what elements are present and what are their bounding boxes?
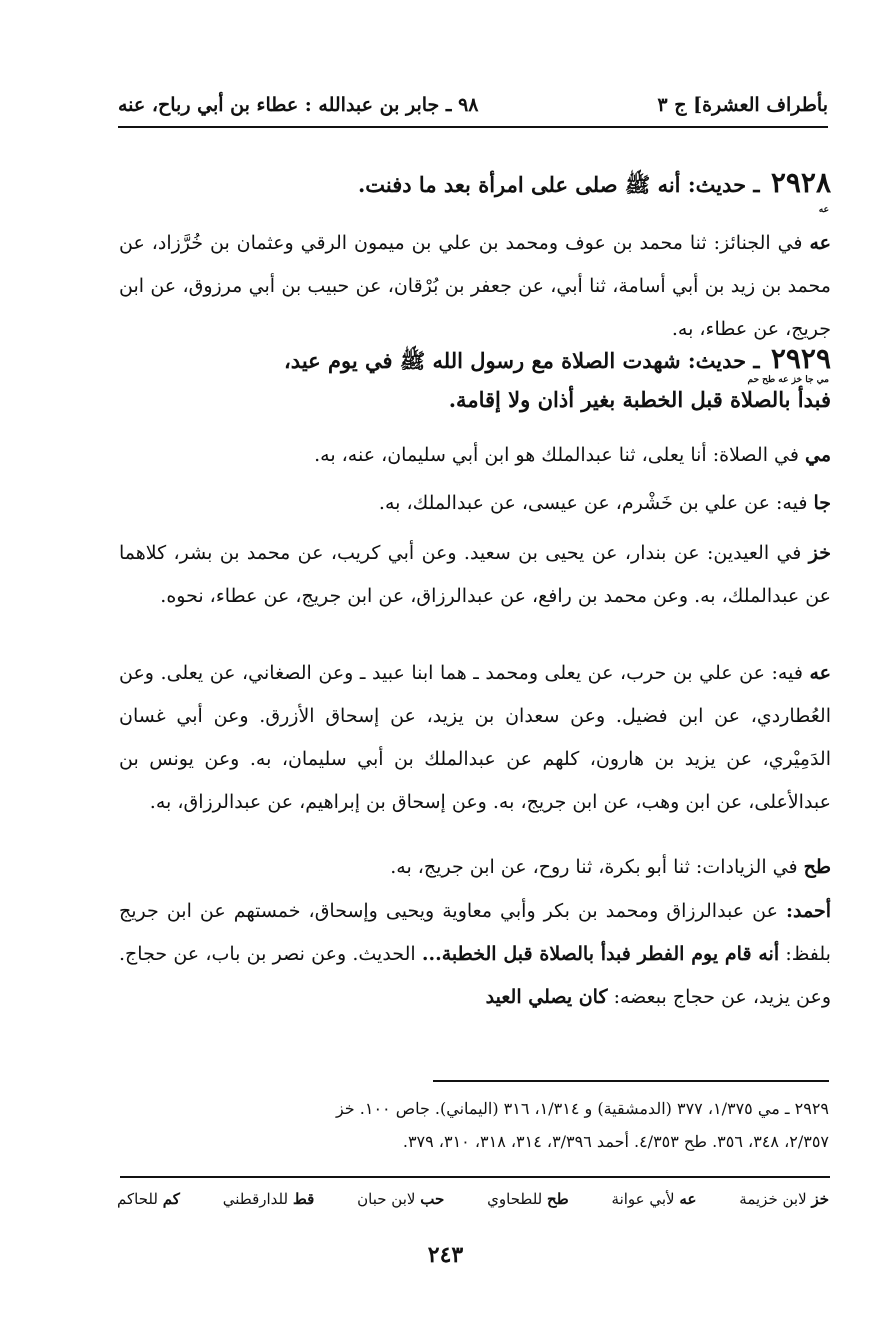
abbreviations-divider <box>120 1176 830 1178</box>
header-book-title: بأطراف العشرة] ج ٣ <box>657 94 828 116</box>
abbreviations-key <box>117 1190 829 1208</box>
paragraph-body: فيه: عن علي بن خَشْرم، عن عيسى، عن عبدالملك، به. <box>378 492 808 514</box>
page-number: ٢٤٣ <box>427 1242 464 1268</box>
source-code: طح <box>803 856 831 878</box>
paragraph-abu-awana-2 <box>119 652 831 824</box>
abbreviation-item: عه لأبي عوانة <box>611 1190 697 1208</box>
footnote-divider <box>433 1080 829 1082</box>
paragraph-body: عن عبدالرزاق ومحمد بن بكر وأبي معاوية ويحيى وإسحاق، خمستهم عن ابن جريج بلفظ: <box>119 900 831 965</box>
paragraph-ibn-jarud <box>119 482 831 525</box>
source-code: خز <box>808 542 831 564</box>
hadith-quote: كان يصلي العيد <box>485 986 608 1008</box>
header-section-title: ٩٨ ـ جابر بن عبدالله : عطاء بن أبي رباح، عنه <box>118 94 479 116</box>
paragraph-body: في الصلاة: أنا يعلى، ثنا عبدالملك هو ابن أبي سليمان، عنه، به. <box>314 444 799 466</box>
entry-2929-sigla: مي جا خز عه طح حم <box>747 375 829 385</box>
paragraph-abu-awana-1 <box>119 222 831 351</box>
footnote-line: ٢٩٢٩ ـ مي ١/٣٧٥، ٣٧٧ (الدمشقية) و ١/٣١٤، ٣١٦ (اليماني). جاص ١٠٠. خز <box>335 1099 829 1118</box>
running-header <box>118 82 828 116</box>
header-divider <box>118 126 828 128</box>
paragraph-body: في العيدين: عن بندار، عن يحيى بن سعيد. وعن أبي كريب، عن محمد بن بشر، كلاهما عن عبدالملك، به. وعن محمد بن رافع، عن عبدالرزاق، عن ابن جريج، عن عطاء، نحوه. <box>119 542 831 607</box>
entry-2929-number: ٢٩٢٩ <box>770 342 831 375</box>
footnote-line: ٢/٣٥٧، ٣٤٨، ٣٥٦. طح ٤/٣٥٣. أحمد ٣/٣٩٦، ٣١٤، ٣١٨، ٣١٠، ٣٧٩. <box>402 1132 829 1151</box>
entry-2929-line2: فبدأ بالصلاة قبل الخطبة بغير أذان ولا إقامة. <box>448 386 831 412</box>
paragraph-body: في الجنائز: ثنا محمد بن عوف ومحمد بن علي بن ميمون الرقي وعثمان بن خُرَّزاد، عن محمد بن زيد بن أبي أسامة، ثنا أبي، عن جعفر بن بُرْقان، عن حبيب بن أبي مرزوق، عن ابن جريج، عن عطاء، به. <box>119 232 831 340</box>
paragraph-tahawi <box>119 846 831 889</box>
paragraph-darimi <box>119 434 831 477</box>
abbreviation-item: كم للحاكم <box>117 1190 180 1208</box>
entry-2929-heading <box>117 340 831 414</box>
entry-2928-sigla: عه <box>818 205 829 215</box>
hadith-quote: أنه قام يوم الفطر فبدأ بالصلاة قبل الخطبة... <box>421 943 780 965</box>
entry-2928-number: ٢٩٢٨ <box>770 166 831 199</box>
entry-2929-line1: ـ حديث: شهدت الصلاة مع رسول الله ﷺ في يوم عيد، <box>284 348 760 373</box>
abbreviation-item: قط للدارقطني <box>222 1190 315 1208</box>
entry-2928-heading <box>117 164 831 202</box>
paragraph-body: الحديث. وعن نصر بن باب، عن حجاج. وعن يزيد، عن حجاج ببعضه: <box>119 943 831 1008</box>
footnote <box>119 1092 829 1158</box>
source-code: مي <box>804 444 831 466</box>
source-code: أحمد: <box>786 900 832 922</box>
source-code: عه <box>809 662 832 684</box>
abbreviation-item: طح للطحاوي <box>487 1190 569 1208</box>
abbreviation-item: خز لابن خزيمة <box>739 1190 829 1208</box>
paragraph-ahmad <box>119 890 831 1019</box>
entry-2928-text: ـ حديث: أنه ﷺ صلى على امرأة بعد ما دفنت. <box>357 172 760 197</box>
paragraph-body: فيه: عن علي بن حرب، عن يعلى ومحمد ـ هما ابنا عبيد ـ وعن الصغاني، عن يعلى. وعن العُطاردي، عن ابن فضيل. وعن سعدان بن يزيد، عن إسحاق الأزرق. وعن أبي غسان الدَمِيْري، عن يزيد بن هارون، كلهم عن عبدالملك بن أبي سليمان، به. وعن يونس بن عبدالأعلى، عن ابن وهب، عن ابن جريج، به. وعن إسحاق بن إبراهيم، عن عبدالرزاق، به. <box>119 662 831 813</box>
source-code: جا <box>813 492 831 514</box>
source-code: عه <box>809 232 831 254</box>
abbreviation-item: حب لابن حبان <box>357 1190 445 1208</box>
paragraph-ibn-khuzayma <box>119 532 831 618</box>
paragraph-body: في الزيادات: ثنا أبو بكرة، ثنا روح، عن ابن جريج، به. <box>390 856 798 878</box>
